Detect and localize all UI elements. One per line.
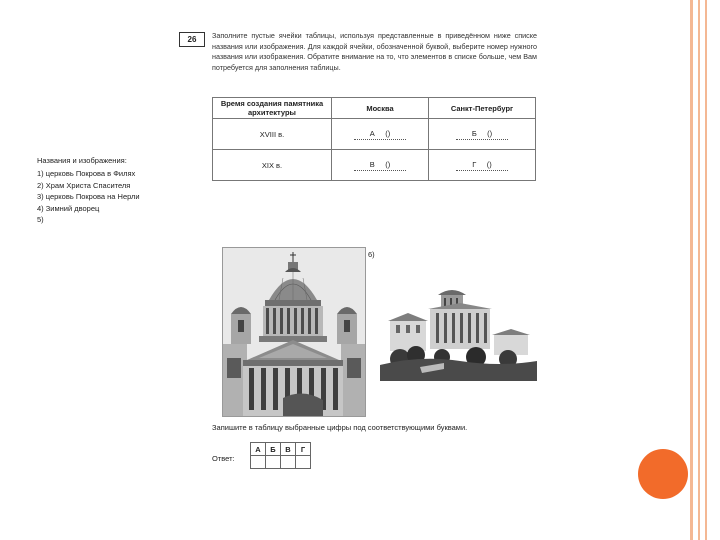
image-label-6: 6) xyxy=(368,250,375,259)
answer-cell[interactable] xyxy=(281,456,296,469)
cell-letter: Г xyxy=(472,160,477,169)
answer-label: Ответ: xyxy=(212,454,235,463)
answer-cell[interactable] xyxy=(251,456,266,469)
fill-answer-instruction: Запишите в таблицу выбранные цифры под соответствующими буквами. xyxy=(212,423,468,432)
table-cell-period: XVIII в. xyxy=(213,119,332,150)
mansion-image xyxy=(380,285,537,381)
cell-letter: Б xyxy=(471,129,477,138)
answer-cell[interactable] xyxy=(266,456,281,469)
cell-paren: () xyxy=(385,129,391,138)
table-cell-v[interactable] xyxy=(332,150,429,181)
cathedral-image xyxy=(222,247,366,417)
table-row xyxy=(213,150,536,181)
table-cell-period: XIX в. xyxy=(213,150,332,181)
list-item: 5) xyxy=(37,215,44,224)
table-header-period: Время создания памятника архитектуры xyxy=(213,98,332,119)
list-item: 2) Храм Христа Спасителя xyxy=(37,180,131,190)
decorative-border-line xyxy=(698,0,700,540)
cell-paren: () xyxy=(487,129,493,138)
answer-table xyxy=(250,442,311,469)
table-header-row xyxy=(213,98,536,119)
cell-paren: () xyxy=(486,160,492,169)
answer-letter: Г xyxy=(296,443,311,456)
answer-cell[interactable] xyxy=(296,456,311,469)
answer-letter: В xyxy=(281,443,296,456)
table-header-moscow: Москва xyxy=(332,98,429,119)
list-title: Названия и изображения: xyxy=(37,156,127,165)
question-instruction: Заполните пустые ячейки таблицы, используя представленные в приведённом ниже списке названия или изображения. Для каждой ячейки, обозначенной буквой, выберите номер нужного названия или изображения. Обратите внимание на то, что элементов в списке больше, чем Вам потребуется для заполнения таблицы. xyxy=(212,31,537,73)
question-number: 26 xyxy=(179,32,205,47)
decorative-circle xyxy=(638,449,688,499)
list-item: 3) церковь Покрова на Нерли xyxy=(37,192,140,201)
answer-letters-row xyxy=(251,443,311,456)
table-cell-b[interactable] xyxy=(429,119,536,150)
answer-letter: А xyxy=(251,443,266,456)
list-item: 1) церковь Покрова в Филях xyxy=(37,169,136,178)
cell-letter: В xyxy=(369,160,375,169)
architecture-table xyxy=(212,97,536,181)
cell-paren: () xyxy=(385,160,391,169)
options-list xyxy=(37,168,187,226)
table-header-spb: Санкт-Петербург xyxy=(429,98,536,119)
table-cell-a[interactable] xyxy=(332,119,429,150)
cell-letter: А xyxy=(369,129,375,138)
table-row xyxy=(213,119,536,150)
answer-input-row xyxy=(251,456,311,469)
list-item: 4) Зимний дворец xyxy=(37,203,100,213)
decorative-border-line xyxy=(705,0,707,540)
answer-letter: Б xyxy=(266,443,281,456)
decorative-border-line xyxy=(690,0,693,540)
table-cell-g[interactable] xyxy=(429,150,536,181)
